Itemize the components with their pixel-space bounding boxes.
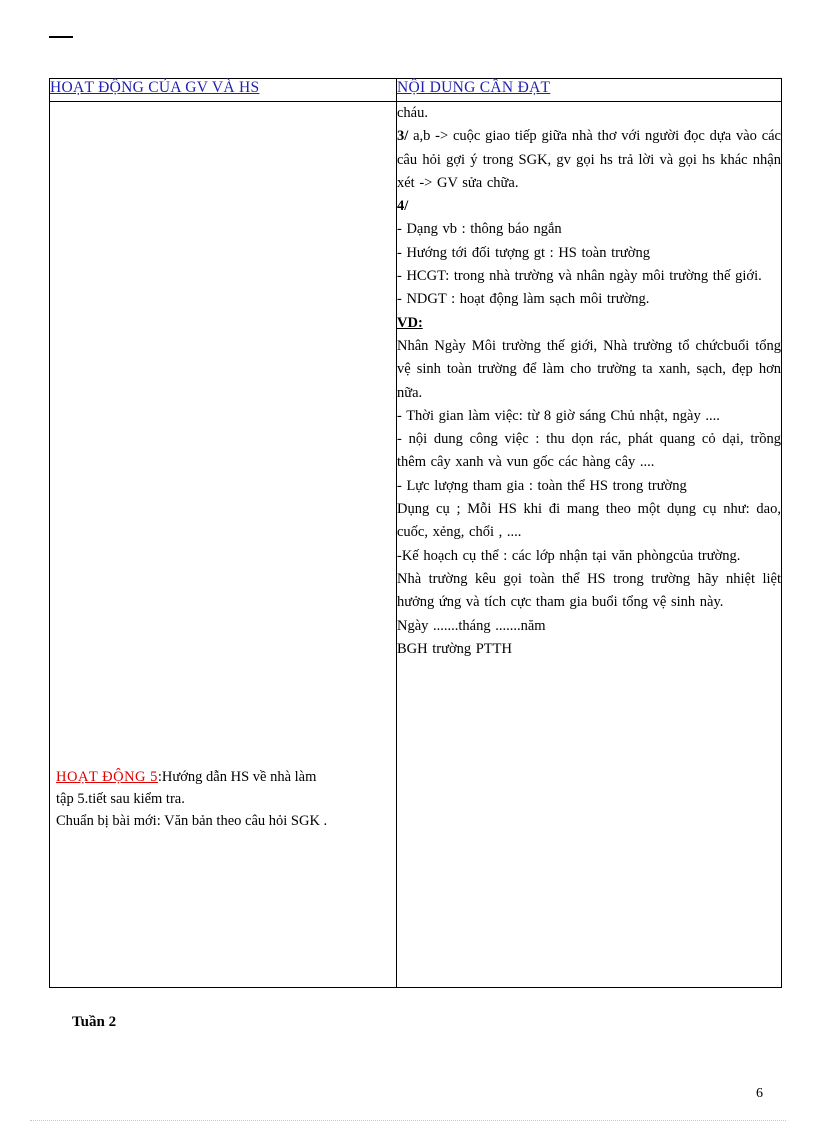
lesson-table xyxy=(49,78,782,988)
col-left-header: HOẠT ĐỘNG CỦA GV VÀ HS xyxy=(50,79,397,102)
content-line: - nội dung công việc : thu dọn rác, phát quang cỏ dại, trồng thêm cây xanh và vun gốc các hàng cây .... xyxy=(397,431,781,471)
activity-5-title: HOẠT ĐỘNG 5 xyxy=(56,769,158,785)
table-header-row xyxy=(50,79,782,102)
content-line: Ngày .......tháng .......năm xyxy=(397,617,546,634)
content-cell xyxy=(397,102,782,988)
item-3-text: a,b -> cuộc giao tiếp giữa nhà thơ với người đọc dựa vào các câu hỏi gợi ý trong SGK, gv gọi hs trả lời và gọi hs khác nhận xét -> GV sửa chữa. xyxy=(397,128,781,191)
activity-5-line2: tập 5.tiết sau kiểm tra. xyxy=(56,791,185,807)
content-line: - Dạng vb : thông báo ngắn xyxy=(397,221,562,238)
week-label: Tuần 2 xyxy=(72,1014,117,1030)
content-line: -Kế hoạch cụ thể : các lớp nhận tại văn phòngcủa trường. xyxy=(397,547,741,564)
content-item-3 xyxy=(397,125,781,195)
activity-5-block xyxy=(56,766,394,832)
item-3-label: 3/ xyxy=(397,128,409,145)
activity-5-line1: :Hướng dẫn HS về nhà làm xyxy=(157,769,317,785)
content-line: - Thời gian làm việc: từ 8 giờ sáng Chủ nhật, ngày .... xyxy=(397,407,720,424)
content-line: - Lực lượng tham gia : toàn thể HS trong trường xyxy=(397,477,687,494)
item-4-label: 4/ xyxy=(397,198,409,215)
page-number: 6 xyxy=(756,1086,763,1101)
example-label: VD: xyxy=(397,314,423,331)
col-right-header: NỘI DUNG CẦN ĐẠT xyxy=(397,79,782,102)
footer-divider xyxy=(30,1120,786,1121)
content-line: Nhà trường kêu gọi toàn thể HS trong trường hãy nhiệt liệt hưởng ứng và tích cực tham gia buổi tổng vệ sinh này. xyxy=(397,570,781,611)
content-line: - NDGT : hoạt động làm sạch môi trường. xyxy=(397,291,650,308)
content-line: - HCGT: trong nhà trường và nhân ngày môi trường thế giới. xyxy=(397,268,762,285)
activity-5-line3: Chuẩn bị bài mới: Văn bản theo câu hỏi SGK . xyxy=(56,813,328,829)
content-line: cháu. xyxy=(397,105,428,121)
table-body-row xyxy=(50,102,782,988)
content-line: Nhân Ngày Môi trường thế giới, Nhà trường tổ chứcbuổi tổng vệ sinh toàn trường để làm cho trường ta xanh, sạch, đẹp hơn nữa. xyxy=(397,337,781,401)
content-line: BGH trường PTTH xyxy=(397,640,512,657)
content-line: - Hướng tới đối tượng gt : HS toàn trường xyxy=(397,244,650,261)
teacher-student-activity-cell xyxy=(50,102,397,988)
content-line: Dụng cụ ; Mỗi HS khi đi mang theo một dụng cụ như: dao, cuốc, xẻng, chổi , .... xyxy=(397,501,781,541)
header-dash xyxy=(49,36,73,38)
